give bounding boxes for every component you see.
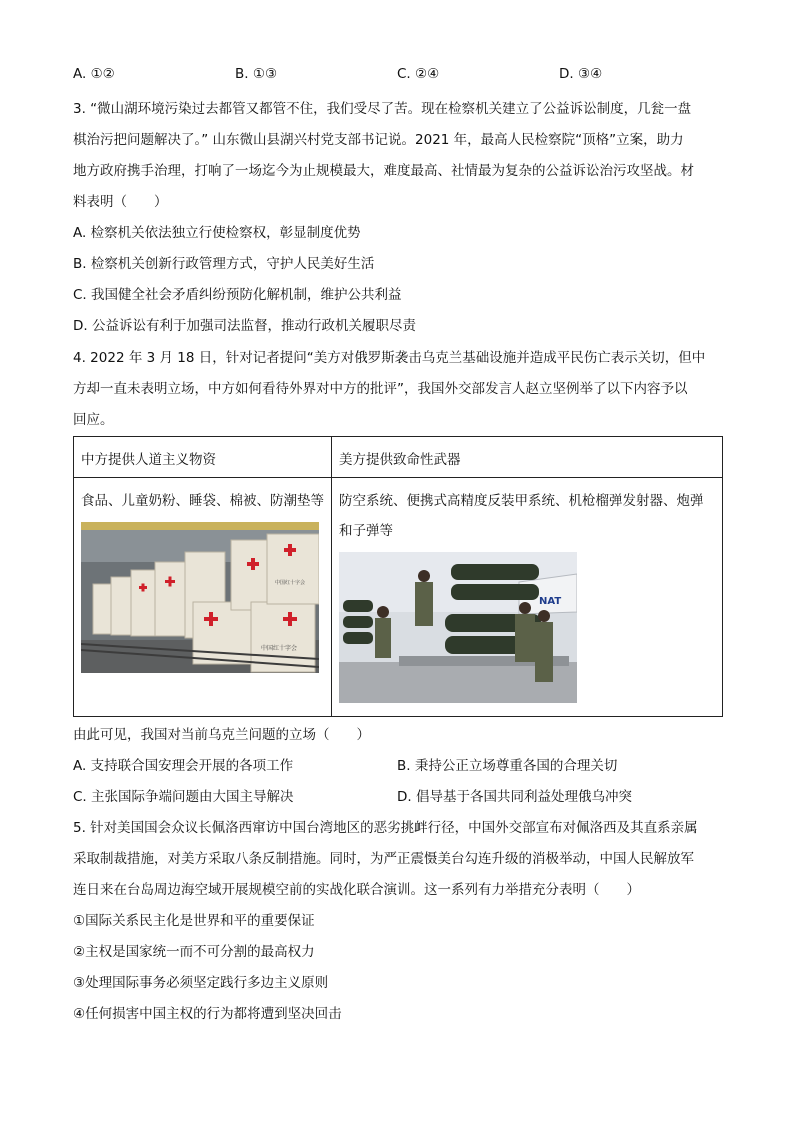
box-label-2: 中国红十字会 (275, 580, 306, 586)
q2-option-a[interactable]: A. ①② (73, 66, 115, 82)
q5-item-3: ③处理国际事务必须坚定践行多边主义原则 (73, 975, 329, 991)
q3-option-d[interactable]: D. 公益诉讼有利于加强司法监督，推动行政机关履职尽责 (73, 318, 416, 334)
right-body-cell (332, 478, 723, 717)
left-header-cell (74, 437, 332, 478)
q3-stem-line-4: 料表明（ ） (73, 194, 168, 210)
q5-stem-line-1: 5. 针对美国国会众议长佩洛西窜访中国台湾地区的恶劣挑衅行径，中国外交部宣布对佩洛西及其直系亲属 (73, 820, 698, 836)
military-cargo-illustration (339, 552, 577, 703)
left-body-text: 食品、儿童奶粉、睡袋、棉被、防潮垫等 (81, 493, 324, 509)
q3-option-c[interactable]: C. 我国健全社会矛盾纠纷预防化解机制，维护公共利益 (73, 287, 402, 303)
comparison-table (73, 436, 723, 717)
right-header: 美方提供致命性武器 (339, 452, 461, 468)
q4-option-a[interactable]: A. 支持联合国安理会开展的各项工作 (73, 758, 294, 774)
q3-stem-line-3: 地方政府携手治理，打响了一场迄今为止规模最大，难度最高、社情最为复杂的公益诉讼治污攻坚战。材 (73, 163, 694, 179)
right-body-text: 防空系统、便携式高精度反装甲系统、机枪榴弹发射器、炮弹和子弹等 (339, 493, 704, 539)
q5-stem-line-3: 连日来在台岛周边海空域开展规模空前的实战化联合演训。这一系列有力举措充分表明（ ） (73, 882, 640, 898)
q5-stem-line-2: 采取制裁措施，对美方采取八条反制措施。同时，为严正震慑美台勾连升级的消极举动，中国人民解放军 (73, 851, 694, 867)
q3-option-a[interactable]: A. 检察机关依法独立行使检察权，彰显制度优势 (73, 225, 361, 241)
right-header-cell (332, 437, 723, 478)
q3-stem-line-2: 棋治污把问题解决了。” 山东微山县湖兴村党支部书记说。2021 年，最高人民检察院“顶格”立案，助力 (73, 132, 684, 148)
box-label-1: 中国红十字会 (261, 645, 298, 652)
q5-item-1: ①国际关系民主化是世界和平的重要保证 (73, 913, 315, 929)
weapons-photo (339, 552, 577, 703)
humanitarian-supplies-photo (81, 522, 319, 673)
warehouse-boxes-illustration (81, 522, 319, 673)
q4-stem-line-1: 4. 2022 年 3 月 18 日，针对记者提问“美方对俄罗斯袭击乌克兰基础设施并造成平民伤亡表示关切，但中 (73, 350, 706, 366)
q5-item-4: ④任何损害中国主权的行为都将遭到坚决回击 (73, 1006, 342, 1022)
q4-stem: 由此可见，我国对当前乌克兰问题的立场（ ） (73, 727, 370, 743)
q3-option-b[interactable]: B. 检察机关创新行政管理方式，守护人民美好生活 (73, 256, 375, 272)
left-body-cell (74, 478, 332, 717)
q2-option-d[interactable]: D. ③④ (559, 66, 603, 82)
left-header: 中方提供人道主义物资 (81, 452, 216, 468)
plane-lettering: NAT (539, 596, 562, 607)
q2-option-b[interactable]: B. ①③ (235, 66, 278, 82)
q4-option-c[interactable]: C. 主张国际争端问题由大国主导解决 (73, 789, 294, 805)
q4-stem-line-3: 回应。 (73, 412, 114, 428)
q4-stem-line-2: 方却一直未表明立场，中方如何看待外界对中方的批评”，我国外交部发言人赵立坚例举了以下内容予以 (73, 381, 688, 397)
q4-option-d[interactable]: D. 倡导基于各国共同利益处理俄乌冲突 (397, 789, 632, 805)
q2-option-c[interactable]: C. ②④ (397, 66, 440, 82)
q5-item-2: ②主权是国家统一而不可分割的最高权力 (73, 944, 315, 960)
q4-option-b[interactable]: B. 秉持公正立场尊重各国的合理关切 (397, 758, 618, 774)
q3-stem-line-1: 3. “微山湖环境污染过去都管又都管不住，我们受尽了苦。现在检察机关建立了公益诉讼制度，几瓮一盘 (73, 101, 692, 117)
